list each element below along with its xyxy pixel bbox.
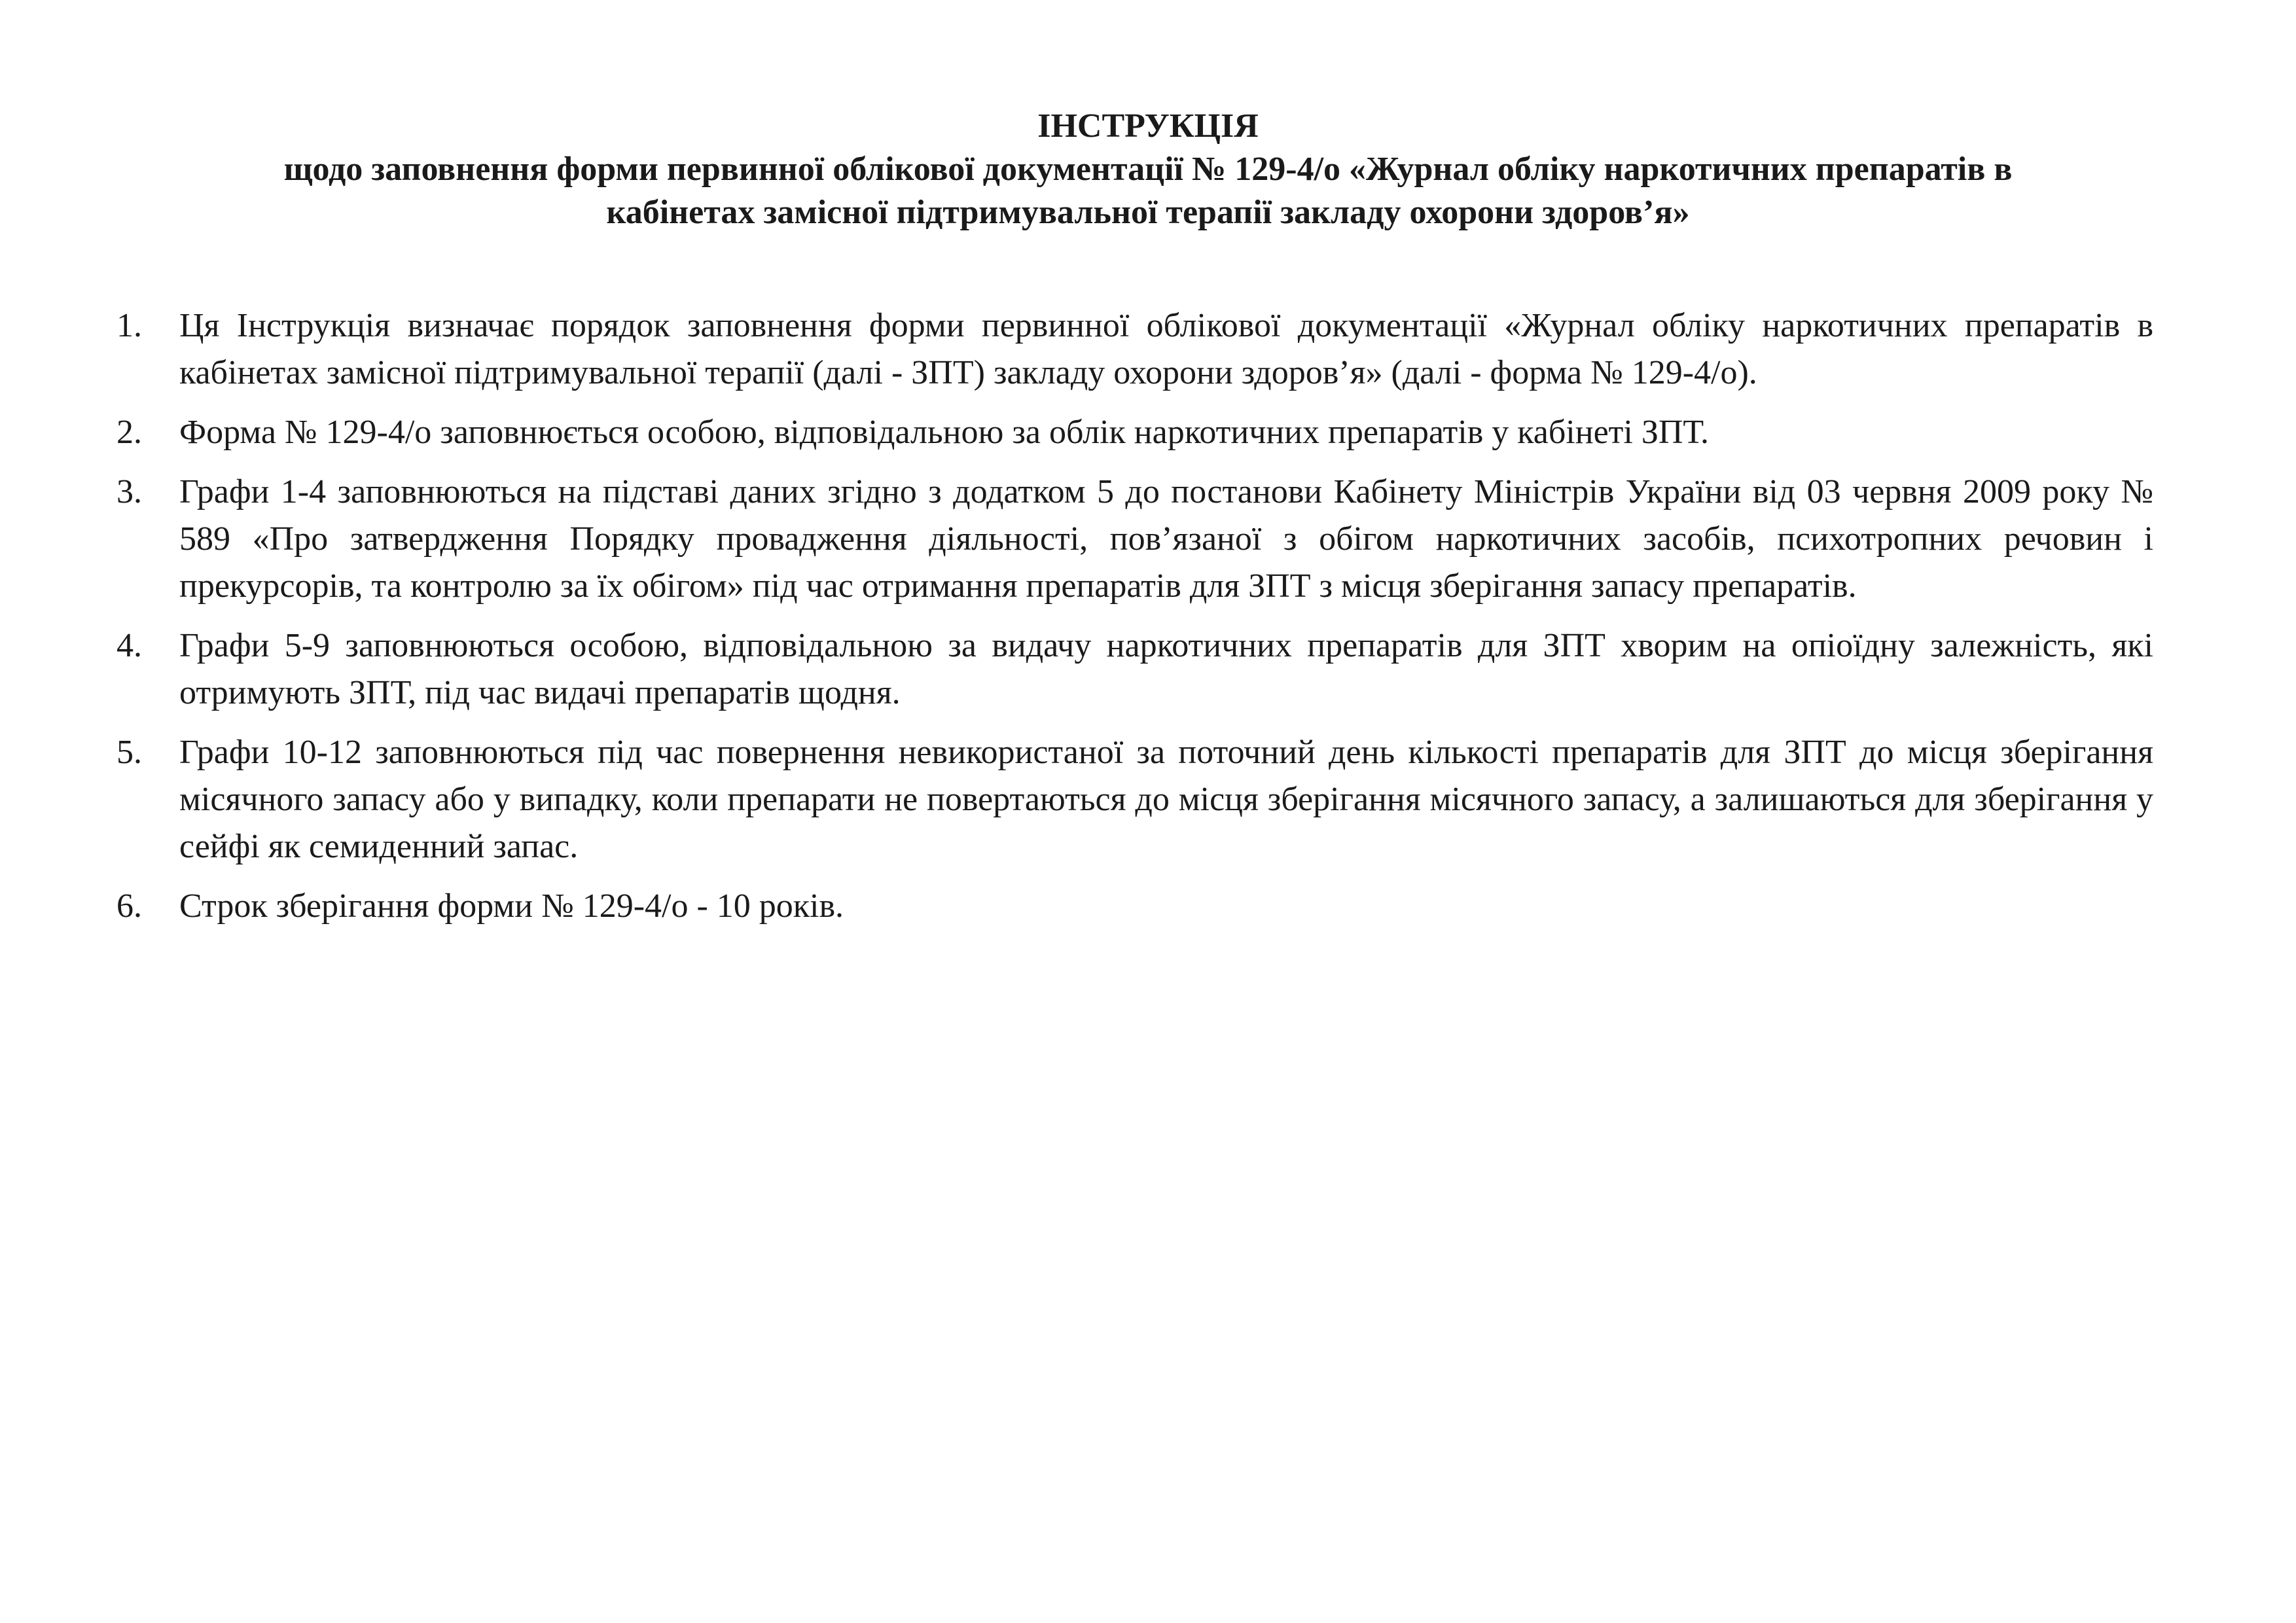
item-text: Форма № 129-4/о заповнюється особою, відповідальною за облік наркотичних препаратів у кабінеті ЗПТ. <box>179 414 1709 451</box>
item-number: 3. <box>117 473 142 510</box>
item-number: 6. <box>117 887 142 925</box>
instruction-item <box>117 729 2153 870</box>
instruction-item <box>117 622 2153 717</box>
document-header <box>118 105 2178 234</box>
document-subtitle-line-2: кабінетах замісної підтримувальної терапії закладу охорони здоров’я» <box>606 194 1690 231</box>
instruction-item <box>117 409 2153 456</box>
instruction-list <box>117 302 2153 942</box>
document-subtitle-line-1: щодо заповнення форми первинної облікової документації № 129-4/о «Журнал обліку наркотичних препаратів в <box>283 151 2013 188</box>
item-number: 4. <box>117 627 142 664</box>
item-text: Графи 1-4 заповнюються на підставі даних згідно з додатком 5 до постанови Кабінету Міністрів України від 03 червня 2009 року № 589 «Про затвердження Порядку провадження діяльності, пов’язаної з обігом наркотичних засобів, психотропних речовин і прекурсорів, та контролю за їх обігом» під час отримання препаратів для ЗПТ з місця зберігання запасу препаратів. <box>179 473 2153 605</box>
instruction-item <box>117 302 2153 397</box>
item-number: 5. <box>117 734 142 771</box>
document-title: ІНСТРУКЦІЯ <box>1037 107 1259 145</box>
item-number: 2. <box>117 414 142 451</box>
instruction-item <box>117 469 2153 610</box>
item-text: Строк зберігання форми № 129-4/о - 10 років. <box>179 887 844 925</box>
item-text: Графи 5-9 заповнюються особою, відповідальною за видачу наркотичних препаратів для ЗПТ хворим на опіоїдну залежність, які отримують ЗПТ, під час видачі препаратів щодня. <box>179 627 2153 711</box>
item-text: Ця Інструкція визначає порядок заповнення форми первинної облікової документації «Журнал обліку наркотичних препаратів в кабінетах замісної підтримувальної терапії (далі - ЗПТ) закладу охорони здоров’я» (далі - форма № 129-4/о). <box>179 307 2153 391</box>
item-number: 1. <box>117 307 142 344</box>
instruction-item <box>117 883 2153 930</box>
item-text: Графи 10-12 заповнюються під час повернення невикористаної за поточний день кількості препаратів для ЗПТ до місця зберігання місячного запасу або у випадку, коли препарати не повертаються до місця зберігання місячного запасу, а залишаються для зберігання у сейфі як семиденний запас. <box>179 734 2153 865</box>
